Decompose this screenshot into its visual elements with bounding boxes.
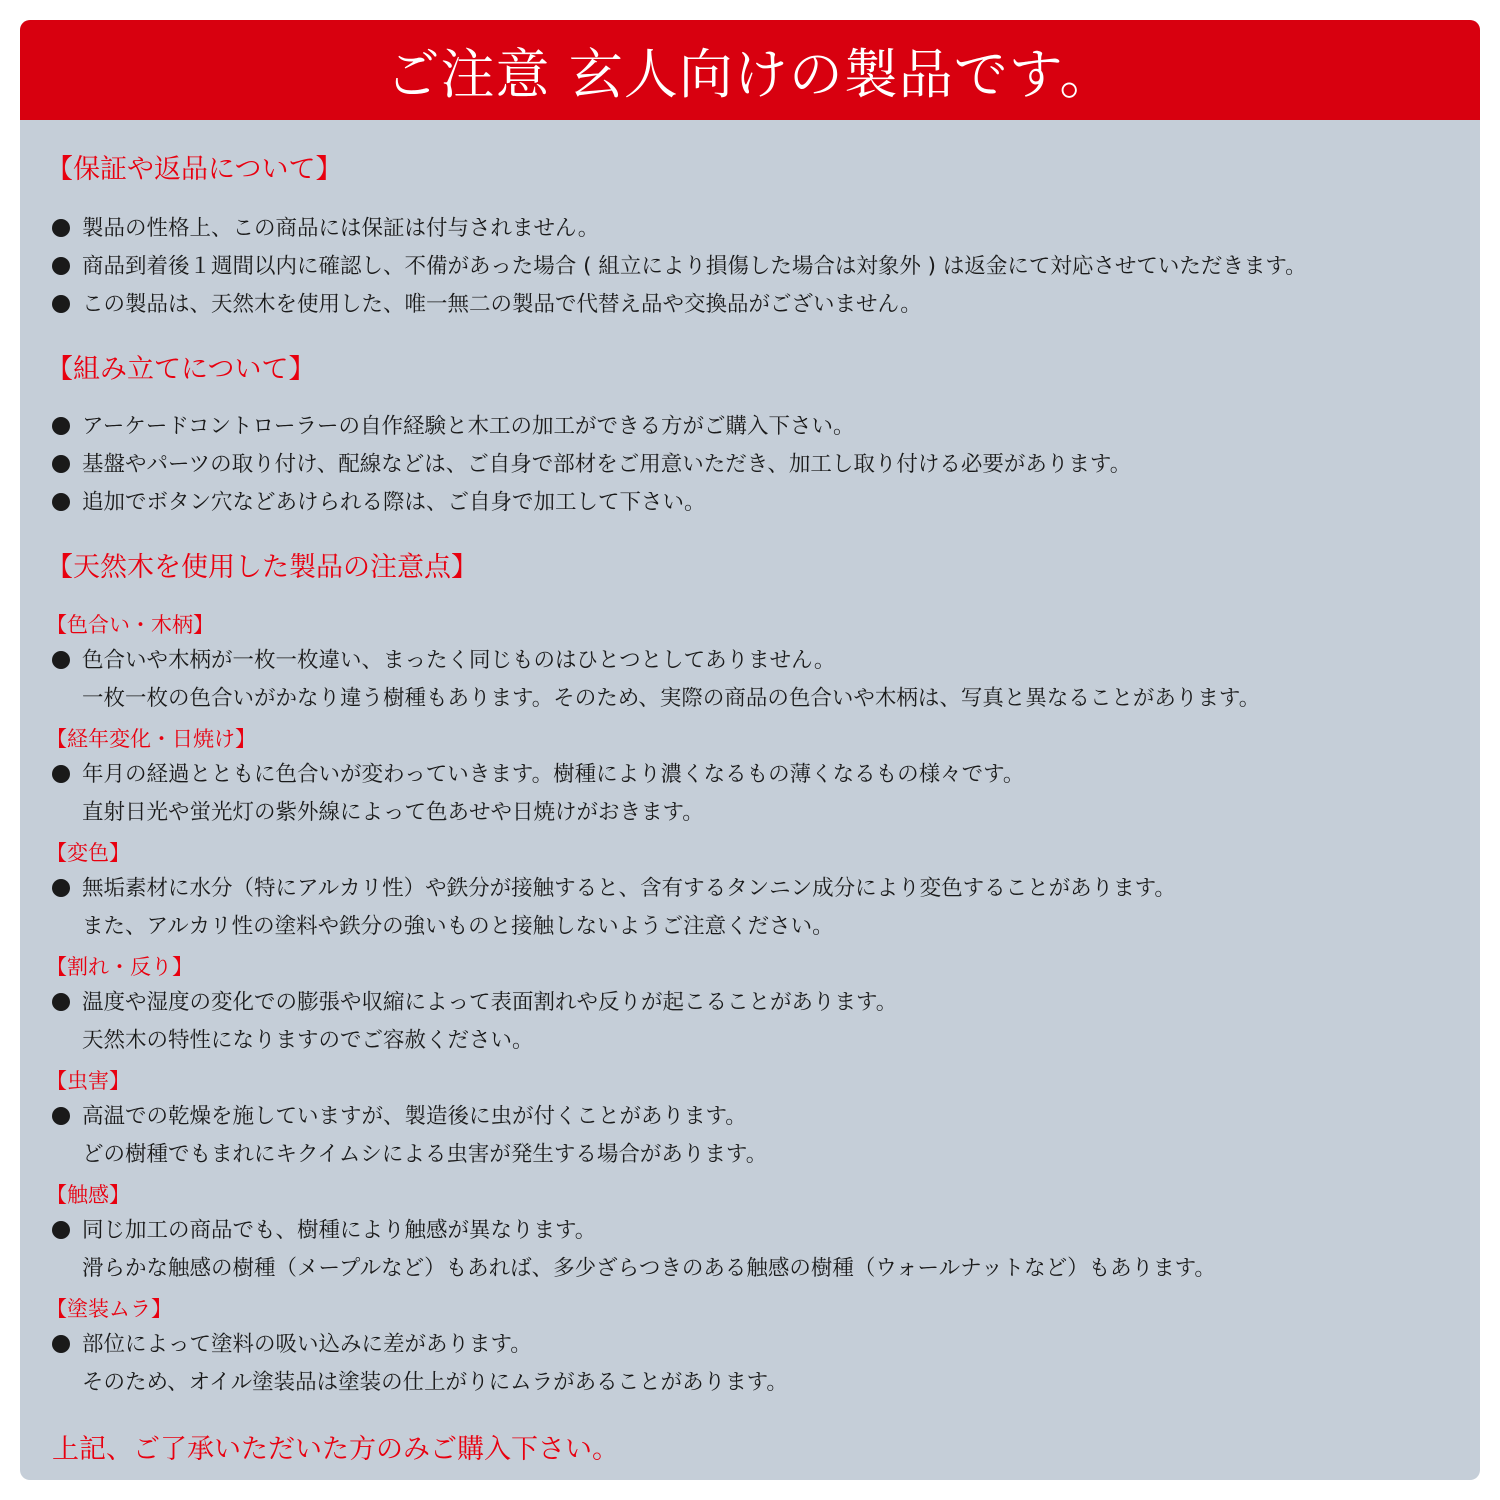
list-item: アーケードコントローラーの自作経験と木工の加工ができる方がご購入下さい。 [52, 412, 855, 442]
banner-title: ご注意 玄人向けの製品です。 [385, 42, 1115, 106]
list-item-continuation: また、アルカリ性の塗料や鉄分の強いものと接触しないようご注意ください。 [82, 914, 834, 939]
subsection-title-color: 【色合い・木柄】 [46, 613, 214, 637]
list-item: 年月の経過とともに色合いが変わっていきます。樹種により濃くなるもの薄くなるもの様々です。 [52, 760, 1024, 790]
bullet-icon [52, 295, 70, 313]
subsection-title-cracks: 【割れ・反り】 [46, 955, 193, 979]
section-title-natural-wood: 【天然木を使用した製品の注意点】 [46, 552, 478, 583]
list-item-continuation: 天然木の特性になりますのでご容赦ください。 [82, 1028, 534, 1053]
bullet-icon [52, 765, 70, 783]
list-item-continuation: 直射日光や蛍光灯の紫外線によって色あせや日焼けがおきます。 [82, 800, 704, 825]
list-item: 無垢素材に水分（特にアルカリ性）や鉄分が接触すると、含有するタンニン成分により変色することがあります。 [52, 874, 1176, 904]
bullet-icon [52, 1335, 70, 1353]
bullet-icon [52, 455, 70, 473]
subsection-title-aging: 【経年変化・日焼け】 [46, 727, 256, 751]
list-item: 色合いや木柄が一枚一枚違い、まったく同じものはひとつとしてありません。 [52, 646, 835, 676]
bullet-icon [52, 993, 70, 1011]
bullet-icon [52, 1107, 70, 1125]
list-item-continuation: そのため、オイル塗装品は塗装の仕上がりにムラがあることがあります。 [82, 1370, 788, 1395]
bullet-icon [52, 1221, 70, 1239]
bullet-icon [52, 219, 70, 237]
list-item: 高温での乾燥を施していますが、製造後に虫が付くことがあります。 [52, 1102, 747, 1132]
list-item: 同じ加工の商品でも、樹種により触感が異なります。 [52, 1216, 596, 1246]
list-item: 追加でボタン穴などあけられる際は、ご自身で加工して下さい。 [52, 488, 706, 518]
list-item: 温度や湿度の変化での膨張や収縮によって表面割れや反りが起こることがあります。 [52, 988, 897, 1018]
subsection-title-coating: 【塗装ムラ】 [46, 1297, 172, 1321]
list-item-continuation: 滑らかな触感の樹種（メープルなど）もあれば、多少ざらつきのある触感の樹種（ウォールナットなど）もあります。 [82, 1256, 1216, 1281]
section-title-assembly: 【組み立てについて】 [46, 354, 316, 385]
bullet-icon [52, 257, 70, 275]
list-item-continuation: どの樹種でもまれにキクイムシによる虫害が発生する場合があります。 [82, 1142, 768, 1167]
closing-note: 上記、ご了承いただいた方のみご購入下さい。 [52, 1434, 619, 1465]
list-item: 商品到着後１週間以内に確認し、不備があった場合 ( 組立により損傷した場合は対象外 ) は返金にて対応させていただきます。 [52, 252, 1307, 282]
subsection-title-insects: 【虫害】 [46, 1069, 130, 1093]
list-item: この製品は、天然木を使用した、唯一無二の製品で代替え品や交換品がございません。 [52, 290, 922, 320]
section-title-warranty: 【保証や返品について】 [46, 154, 343, 185]
list-item: 製品の性格上、この商品には保証は付与されません。 [52, 214, 599, 244]
bullet-icon [52, 417, 70, 435]
bullet-icon [52, 879, 70, 897]
subsection-title-discoloration: 【変色】 [46, 841, 130, 865]
subsection-title-texture: 【触感】 [46, 1183, 130, 1207]
notice-card [20, 20, 1480, 1480]
list-item-continuation: 一枚一枚の色合いがかなり違う樹種もあります。そのため、実際の商品の色合いや木柄は、写真と異なることがあります。 [82, 686, 1261, 711]
notice-banner [20, 20, 1480, 120]
list-item: 基盤やパーツの取り付け、配線などは、ご自身で部材をご用意いただき、加工し取り付ける必要があります。 [52, 450, 1131, 480]
list-item: 部位によって塗料の吸い込みに差があります。 [52, 1330, 532, 1360]
bullet-icon [52, 493, 70, 511]
bullet-icon [52, 651, 70, 669]
notice-content [20, 120, 1480, 1480]
